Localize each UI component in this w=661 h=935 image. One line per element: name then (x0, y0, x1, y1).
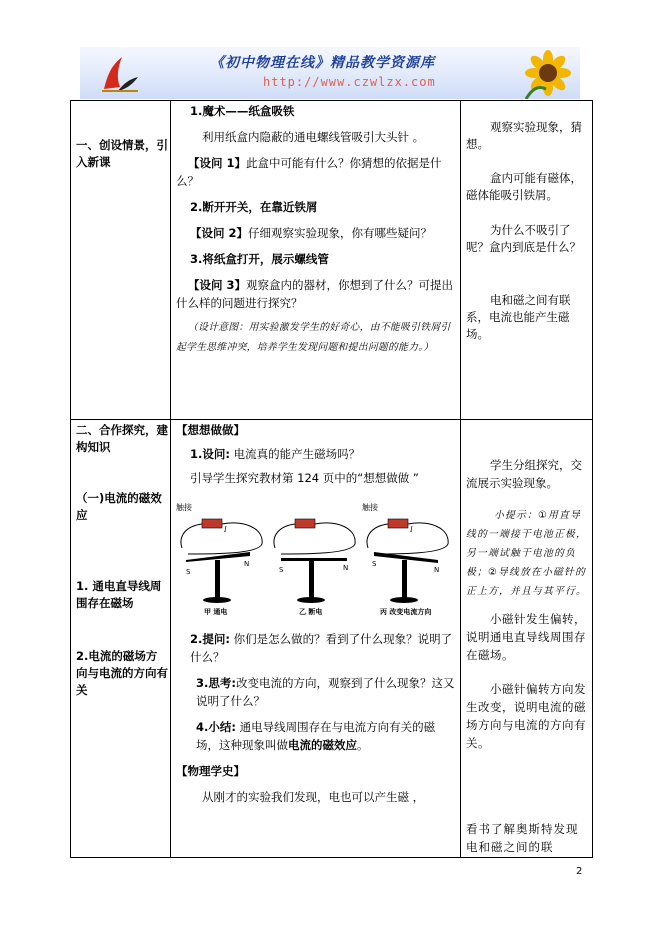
compass-needle-icon (281, 558, 347, 561)
battery-icon (202, 519, 222, 528)
row1-stage: 一、创设情景，引入新课 (76, 138, 168, 169)
experiment-figure (174, 500, 458, 618)
question-3-text: 观察盒内的器材，你想到了什么？可提出什么样的问题进行探究？ (176, 278, 454, 310)
s-pole-bing: S (372, 560, 377, 568)
question-1-tag: 【设问 1】 (188, 156, 247, 170)
ask-1-label: 1.设问: (190, 447, 230, 461)
step-3-heading: 3.将纸盒打开，展示螺线管 (190, 252, 329, 266)
question-ask-2 (176, 630, 456, 666)
sunflower-icon (520, 49, 576, 99)
question-2-text: 仔细观察实验现象，你有哪些疑问？ (248, 226, 433, 240)
logo-icon (98, 53, 142, 95)
panel-yi (274, 519, 355, 616)
n-pole-jia: N (244, 560, 250, 568)
banner-title: 《初中物理在线》精品教学资源库 (210, 55, 435, 71)
question-1-text: 此盒中可能有什么？你猜想的依据是什么？ (176, 156, 442, 188)
caption-yi: 乙 断电 (299, 608, 323, 616)
column-divider-2 (460, 100, 461, 858)
magic-heading: 1.魔术——纸盒吸铁 (190, 104, 295, 118)
step-2-heading: 2.断开开关，在靠近铁屑 (190, 200, 318, 214)
battery-icon (295, 519, 315, 528)
panel-bing (362, 502, 448, 616)
row2-student-3: 小磁针偏转方向发生改变，说明电流的磁场方向与电流的方向有关。 (466, 682, 586, 750)
row2-content-top (176, 421, 456, 487)
current-label-jia: I (224, 526, 227, 534)
row1-student-1: 观察实验现象，猜想。 (466, 120, 582, 151)
n-pole-yi: N (343, 564, 349, 572)
history-text: 从刚才的实验我们发现，电也可以产生磁 ， (202, 790, 425, 804)
s-pole-yi: S (279, 566, 284, 574)
row2-student-1: 学生分组探究，交流展示实验现象。 (466, 458, 582, 490)
question-3 (176, 276, 456, 312)
caption-jia: 甲 通电 (204, 608, 228, 616)
current-label-bing: I (410, 526, 413, 534)
caption-bing: 丙 改变电流方向 (380, 608, 432, 616)
summary-4-text: 通电导线周围存在与电流方向有关的磁场，这种现象叫做 (196, 720, 436, 752)
row-divider (70, 419, 593, 420)
question-ask-2-label: 2.提问: (190, 632, 230, 646)
think-3-text: 改变电流的方向，观察到了什么现象？这又说明了什么？ (196, 676, 455, 708)
row1-content (176, 102, 456, 358)
question-2-tag: 【设问 2】 (190, 226, 249, 240)
ask-1 (176, 445, 456, 463)
physics-history-tag: 【物理学史】 (176, 764, 245, 778)
design-intent-note: （设计意图：用实验激发学生的好奇心，由不能吸引铁屑引起学生思维冲突，培养学生发现问题和提出问题的能力。） (176, 322, 451, 353)
tip-note: 小提示：①用直导线的一端接干电池正极，另一端试触干电池的负极；②导线放在小磁针的正上方，并且与其平行。 (466, 510, 587, 597)
think-3 (176, 674, 456, 710)
question-ask-2-text: 你们是怎么做的？看到了什么现象？说明了什么？ (190, 632, 453, 664)
header-banner (80, 47, 580, 99)
think-do-tag: 【想想做做】 (176, 423, 245, 437)
row2-stage: 二、合作探究，建构知识 (76, 423, 168, 454)
question-3-tag: 【设问 3】 (188, 278, 247, 292)
page-number: 2 (576, 866, 583, 877)
row1-student-4: 电和磁之间有联系，电流也能产生磁场。 (466, 293, 571, 341)
column-divider-1 (170, 100, 171, 858)
guide-text: 引导学生探究教材第 124 页中的“想想做做 ” (190, 471, 419, 485)
row2-student-2: 小磁针发生偏转，说明通电直导线周围存在磁场。 (466, 612, 586, 662)
n-pole-bing: N (434, 566, 440, 574)
row2-subtitle: （一)电流的磁效应 (76, 491, 162, 522)
summary-4-term: 电流的磁效应 (288, 738, 357, 752)
question-2 (176, 224, 456, 242)
magic-description: 利用纸盒内隐蔽的通电螺线管吸引大头针 。 (202, 130, 425, 144)
think-3-label: 3.思考: (196, 676, 236, 690)
summary-4 (176, 718, 456, 754)
switch-label-jia: 触接 (176, 503, 192, 512)
s-pole-jia: S (186, 568, 191, 576)
row2-content-bottom (176, 630, 456, 806)
banner-url[interactable]: http://www.czwlzx.com (263, 75, 436, 89)
summary-4-end: 。 (357, 738, 369, 752)
row2-student-4: 看书了解奥斯特发现电和磁之间的联 (466, 822, 579, 854)
row1-student-3: 为什么不吸引了呢？盒内到底是什么？ (466, 223, 581, 254)
panel-jia (176, 502, 262, 616)
switch-label-bing: 触接 (362, 503, 378, 512)
battery-icon (388, 519, 408, 528)
ask-1-text: 电流真的能产生磁场吗？ (233, 447, 361, 461)
row1-student-2: 盒内可能有磁体，磁体能吸引铁屑。 (466, 171, 582, 202)
question-1 (176, 154, 456, 190)
row2-point-2: 2.电流的磁场方向与电流的方向有关 (76, 649, 168, 697)
row2-point-1: 1. 通电直导线周围存在磁场 (76, 579, 162, 610)
summary-4-label: 4.小结: (196, 720, 236, 734)
